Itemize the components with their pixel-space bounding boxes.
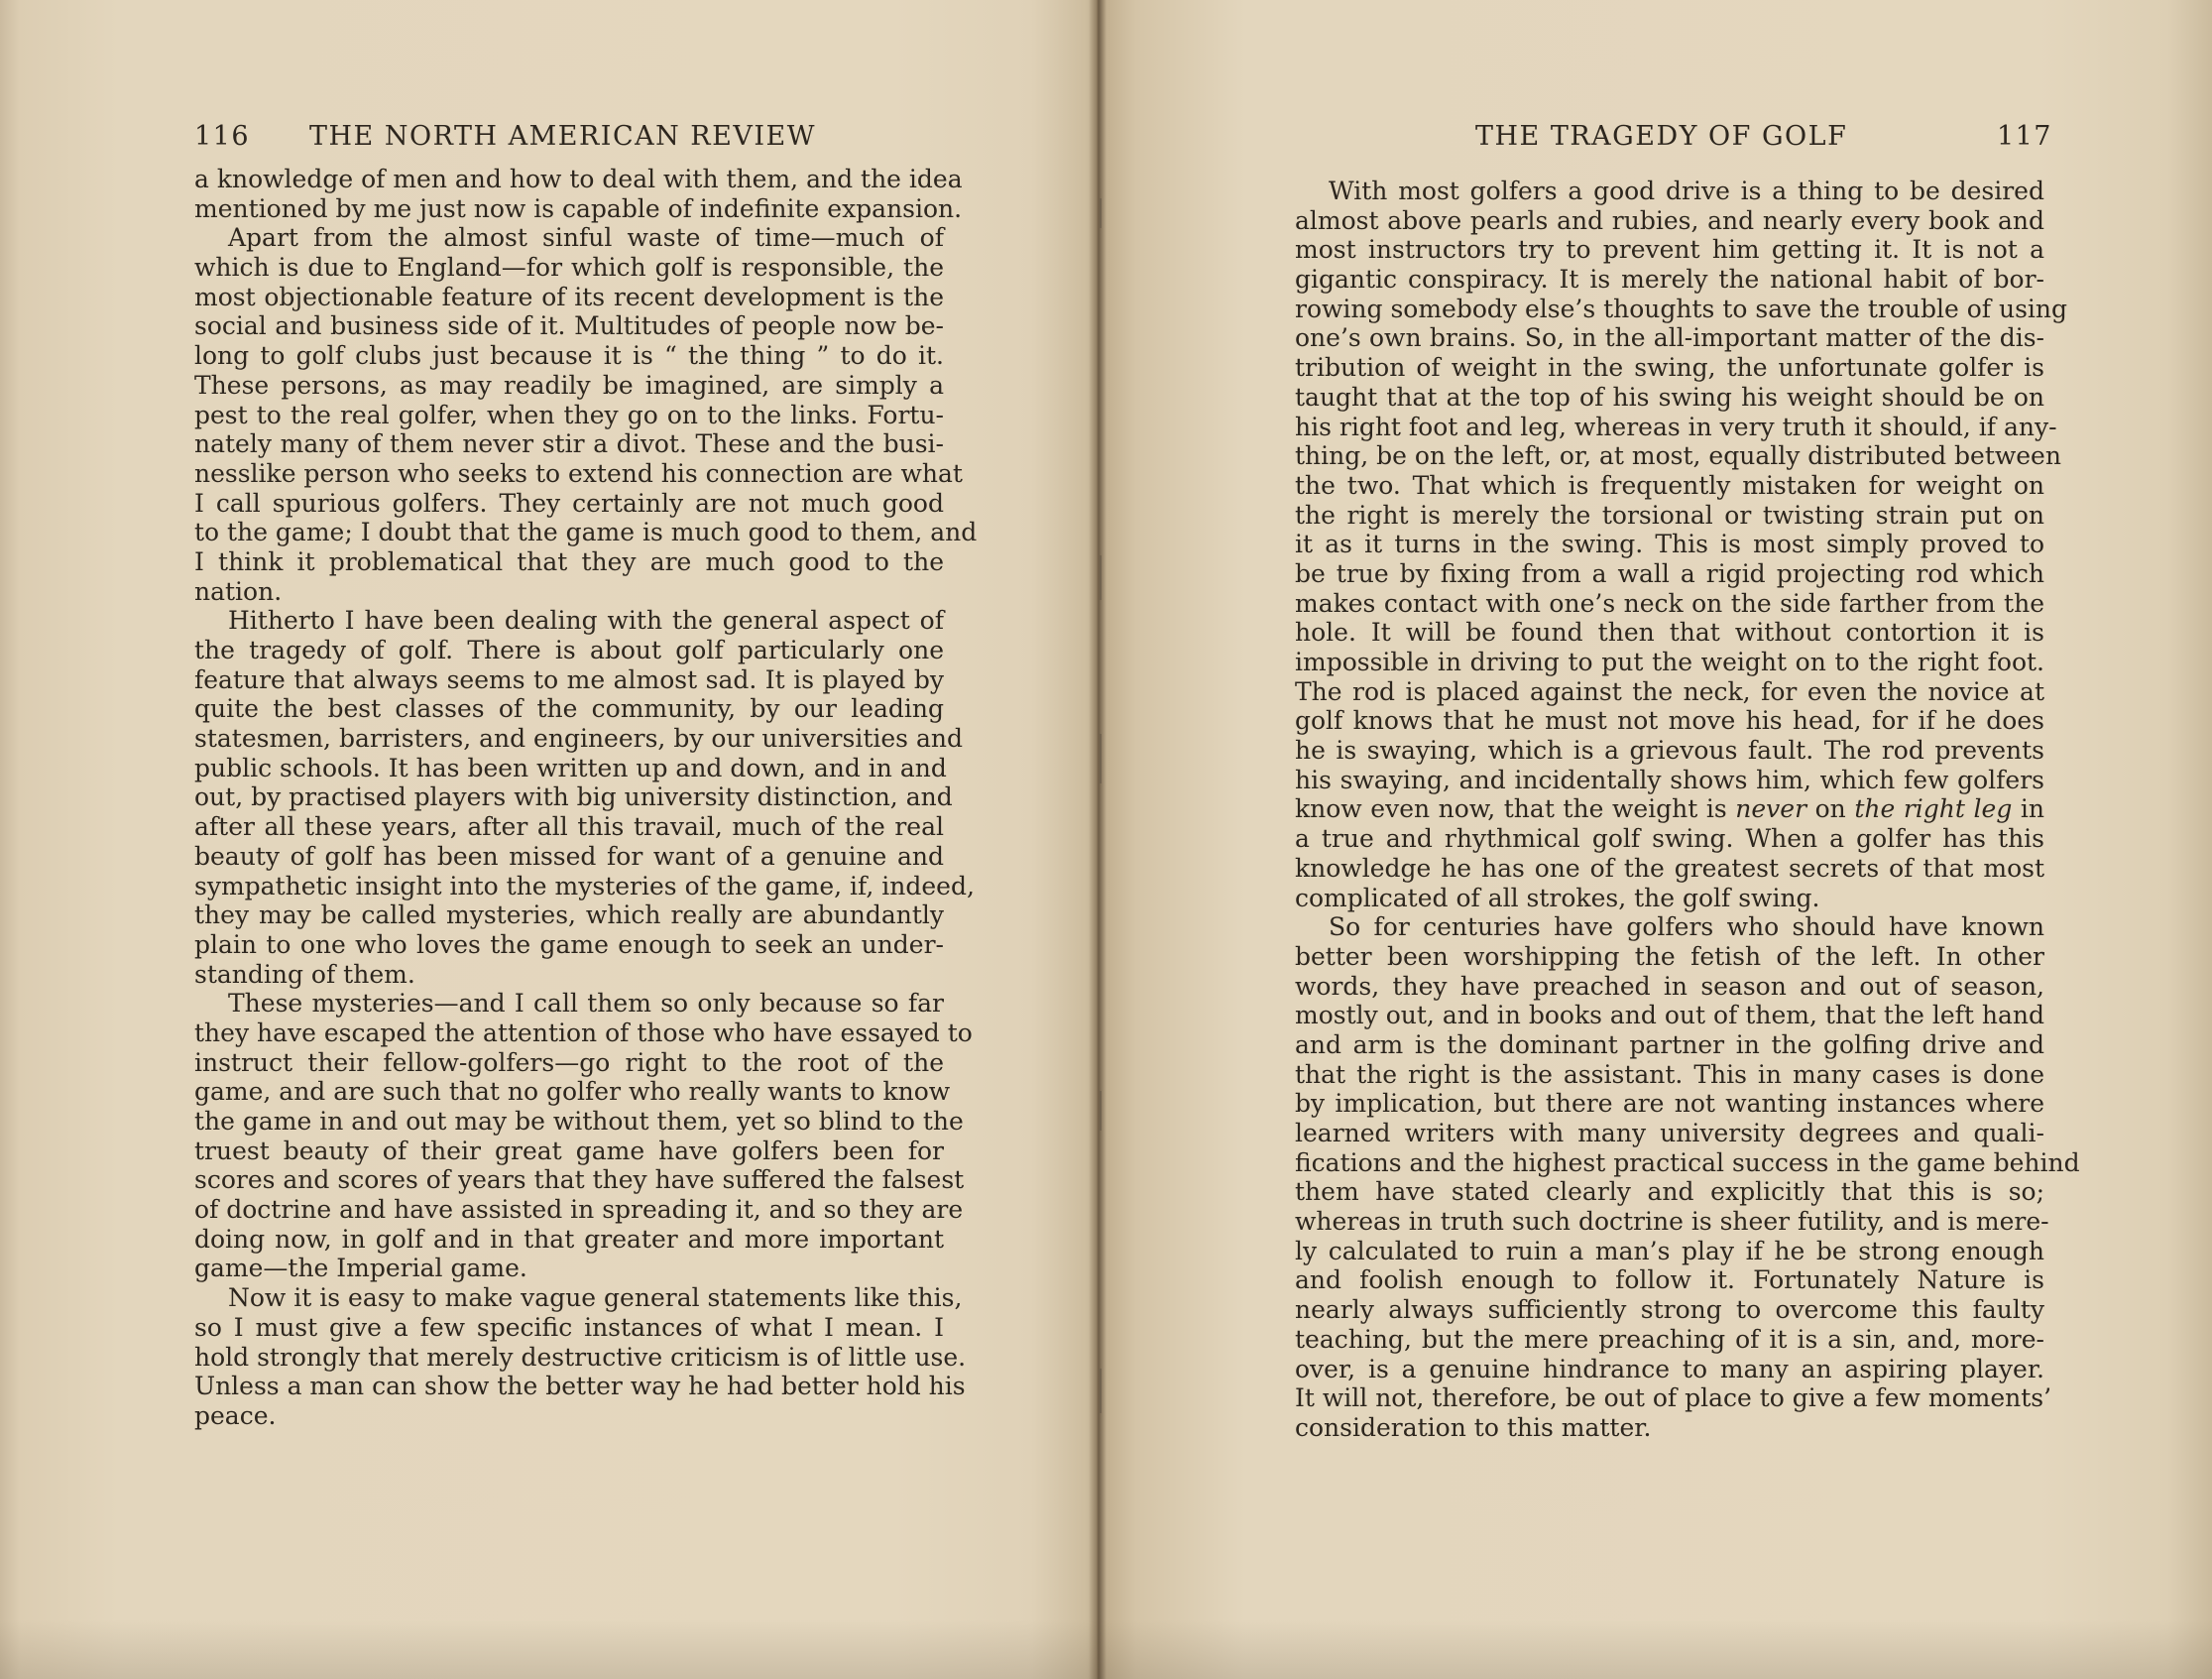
text-line: long to golf clubs just because it is “ the thing ” to do it. bbox=[194, 341, 944, 371]
text-line: sympathetic insight into the mysteries of the game, if, indeed, bbox=[194, 871, 975, 900]
text-run: on bbox=[1806, 794, 1855, 824]
left-body-text bbox=[194, 165, 978, 1431]
text-line: rowing somebody else’s thoughts to save the trouble of using bbox=[1295, 294, 2068, 323]
text-line: social and business side of it. Multitudes of people now be- bbox=[194, 311, 944, 341]
right-body-text bbox=[1295, 177, 2080, 1443]
text-line: knowledge he has one of the greatest secrets of that most bbox=[1295, 853, 2044, 883]
text-line: Hitherto I have been dealing with the general aspect of bbox=[228, 606, 944, 636]
text-line: consideration to this matter. bbox=[1295, 1412, 1652, 1442]
text-line: public schools. It has been written up and down, and in and bbox=[194, 753, 947, 782]
text-line: better been worshipping the fetish of the left. In other bbox=[1295, 941, 2044, 971]
text-line: game, and are such that no golfer who really wants to know bbox=[194, 1077, 951, 1107]
text-line: I call spurious golfers. They certainly are not much good bbox=[194, 488, 944, 518]
text-line: nearly always sufficiently strong to overcome this faulty bbox=[1295, 1295, 2044, 1325]
text-line: of doctrine and have assisted in spreading it, and so they are bbox=[194, 1195, 964, 1225]
book-gutter bbox=[1089, 0, 1106, 1679]
right-page-number: 117 bbox=[1996, 121, 2052, 152]
text-line: beauty of golf has been missed for want of a genuine and bbox=[194, 841, 944, 871]
text-line: most objectionable feature of its recent development is the bbox=[194, 282, 944, 311]
text-line: it as it turns in the swing. This is most simply proved to bbox=[1295, 530, 2044, 559]
text-line: thing, be on the left, or, at most, equally distributed between bbox=[1295, 441, 2061, 471]
left-running-title: THE NORTH AMERICAN REVIEW bbox=[309, 121, 816, 152]
text-run: know even now, that the weight is bbox=[1295, 794, 1736, 824]
text-line: truest beauty of their great game have golfers been for bbox=[194, 1136, 944, 1165]
text-line bbox=[1295, 794, 2044, 824]
text-line: statesmen, barristers, and engineers, by our universities and bbox=[194, 724, 963, 754]
text-line: doing now, in golf and in that greater and more important bbox=[194, 1224, 944, 1254]
page-shadow bbox=[0, 1619, 2212, 1679]
text-line: quite the best classes of the community, by our leading bbox=[194, 694, 944, 724]
text-line: feature that always seems to me almost sad. It is played by bbox=[194, 664, 944, 694]
text-line: standing of them. bbox=[194, 959, 415, 989]
text-line: the tragedy of golf. There is about golf particularly one bbox=[194, 636, 944, 664]
right-running-header bbox=[1475, 121, 2052, 161]
text-line: With most golfers a good drive is a thing to be desired bbox=[1329, 177, 2044, 205]
text-line: Now it is easy to make vague general statements like this, bbox=[228, 1283, 963, 1313]
text-line: Unless a man can show the better way he had better hold his bbox=[194, 1372, 966, 1401]
text-line: so I must give a few specific instances of what I mean. I bbox=[194, 1312, 944, 1342]
text-line: impossible in driving to put the weight on to the right foot. bbox=[1295, 648, 2044, 676]
binding-thread bbox=[1100, 734, 1102, 783]
text-line: scores and scores of years that they have suffered the falsest bbox=[194, 1165, 965, 1195]
text-line: teaching, but the mere preaching of it is a sin, and, more- bbox=[1295, 1324, 2044, 1354]
text-line: his right foot and leg, whereas in very truth it should, if any- bbox=[1295, 412, 2057, 441]
text-line: the game in and out may be without them, yet so blind to the bbox=[194, 1107, 964, 1136]
right-page bbox=[1097, 0, 2212, 1679]
left-running-header bbox=[194, 121, 958, 161]
text-line: his swaying, and incidentally shows him, which few golfers bbox=[1295, 765, 2044, 794]
text-line: I think it problematical that they are much good to the bbox=[194, 546, 944, 576]
text-line: golf knows that he must not move his head, for if he does bbox=[1295, 706, 2044, 736]
text-line: the right is merely the torsional or twisting strain put on bbox=[1295, 500, 2044, 530]
text-line: So for centuries have golfers who should have known bbox=[1329, 912, 2044, 942]
text-line: Apart from the almost sinful waste of time—much of bbox=[228, 223, 944, 253]
binding-thread bbox=[1100, 1369, 1102, 1413]
text-line: almost above pearls and rubies, and nearly every book and bbox=[1295, 205, 2044, 235]
text-line: It will not, therefore, be out of place to give a few moments’ bbox=[1295, 1383, 2052, 1413]
text-run: in bbox=[2012, 794, 2044, 824]
left-page bbox=[0, 0, 1097, 1679]
text-line: nesslike person who seeks to extend his connection are what bbox=[194, 458, 963, 488]
text-line: that the right is the assistant. This in many cases is done bbox=[1295, 1059, 2044, 1089]
text-line: they may be called mysteries, which really are abundantly bbox=[194, 900, 944, 930]
text-line: to the game; I doubt that the game is much good to them, and bbox=[194, 518, 978, 547]
text-line: hold strongly that merely destructive criticism is of little use. bbox=[194, 1342, 967, 1372]
text-line: whereas in truth such doctrine is sheer futility, and is mere- bbox=[1295, 1207, 2049, 1237]
left-page-number: 116 bbox=[194, 121, 251, 152]
text-line: fications and the highest practical success in the game behind bbox=[1295, 1147, 2080, 1177]
text-line: be true by fixing from a wall a rigid projecting rod which bbox=[1295, 558, 2044, 588]
text-line: complicated of all strokes, the golf swing. bbox=[1295, 883, 1820, 912]
text-line: makes contact with one’s neck on the side farther from the bbox=[1295, 588, 2044, 618]
binding-thread bbox=[1100, 1091, 1102, 1131]
text-line: words, they have preached in season and out of season, bbox=[1295, 971, 2044, 1001]
text-line: These persons, as may readily be imagined, are simply a bbox=[194, 370, 944, 400]
text-line: over, is a genuine hindrance to many an aspiring player. bbox=[1295, 1354, 2044, 1383]
text-line: them have stated clearly and explicitly that this is so; bbox=[1295, 1177, 2044, 1207]
text-line: instruct their fellow-golfers—go right to the root of the bbox=[194, 1047, 944, 1077]
text-line: which is due to England—for which golf is responsible, the bbox=[194, 253, 944, 283]
binding-thread bbox=[1100, 555, 1102, 600]
text-line: most instructors try to prevent him getting it. It is not a bbox=[1295, 235, 2044, 265]
text-line: a knowledge of men and how to deal with them, and the idea bbox=[194, 165, 963, 193]
text-line: learned writers with many university degrees and quali- bbox=[1295, 1119, 2044, 1147]
text-line: gigantic conspiracy. It is merely the national habit of bor- bbox=[1295, 265, 2044, 295]
text-line: out, by practised players with big university distinction, and bbox=[194, 782, 953, 812]
text-line: taught that at the top of his swing his weight should be on bbox=[1295, 382, 2044, 412]
text-line: game—the Imperial game. bbox=[194, 1254, 527, 1283]
text-line: nately many of them never stir a divot. These and the busi- bbox=[194, 429, 944, 459]
text-line: These mysteries—and I call them so only because so far bbox=[228, 989, 944, 1019]
text-line: a true and rhythmical golf swing. When a golfer has this bbox=[1295, 824, 2044, 854]
text-line: peace. bbox=[194, 1400, 277, 1430]
text-line: by implication, but there are not wanting instances where bbox=[1295, 1089, 2044, 1119]
text-line: after all these years, after all this travail, much of the real bbox=[194, 812, 944, 842]
text-line: they have escaped the attention of those who have essayed to bbox=[194, 1018, 973, 1047]
text-line: The rod is placed against the neck, for even the novice at bbox=[1295, 676, 2044, 706]
text-line: one’s own brains. So, in the all-important matter of the dis- bbox=[1295, 323, 2044, 353]
text-line: and foolish enough to follow it. Fortunately Nature is bbox=[1295, 1265, 2044, 1295]
text-line: ly calculated to ruin a man’s play if he be strong enough bbox=[1295, 1236, 2044, 1265]
text-line: mentioned by me just now is capable of indefinite expansion. bbox=[194, 193, 963, 223]
italic-emphasis: the right leg bbox=[1854, 794, 2013, 824]
text-line: tribution of weight in the swing, the unfortunate golfer is bbox=[1295, 353, 2044, 383]
text-line: hole. It will be found then that without contortion it is bbox=[1295, 618, 2044, 648]
right-running-title: THE TRAGEDY OF GOLF bbox=[1475, 121, 1848, 152]
text-line: mostly out, and in books and out of them, that the left hand bbox=[1295, 1001, 2044, 1030]
text-line: the two. That which is frequently mistaken for weight on bbox=[1295, 470, 2044, 500]
italic-emphasis: never bbox=[1735, 794, 1807, 824]
text-line: he is swaying, which is a grievous fault. The rod prevents bbox=[1295, 736, 2044, 766]
binding-thread bbox=[1100, 198, 1102, 228]
text-line: plain to one who loves the game enough to seek an under- bbox=[194, 929, 944, 959]
text-line: and arm is the dominant partner in the golfing drive and bbox=[1295, 1029, 2044, 1059]
text-line: pest to the real golfer, when they go on to the links. Fortu- bbox=[194, 400, 944, 429]
text-line: nation. bbox=[194, 576, 283, 606]
